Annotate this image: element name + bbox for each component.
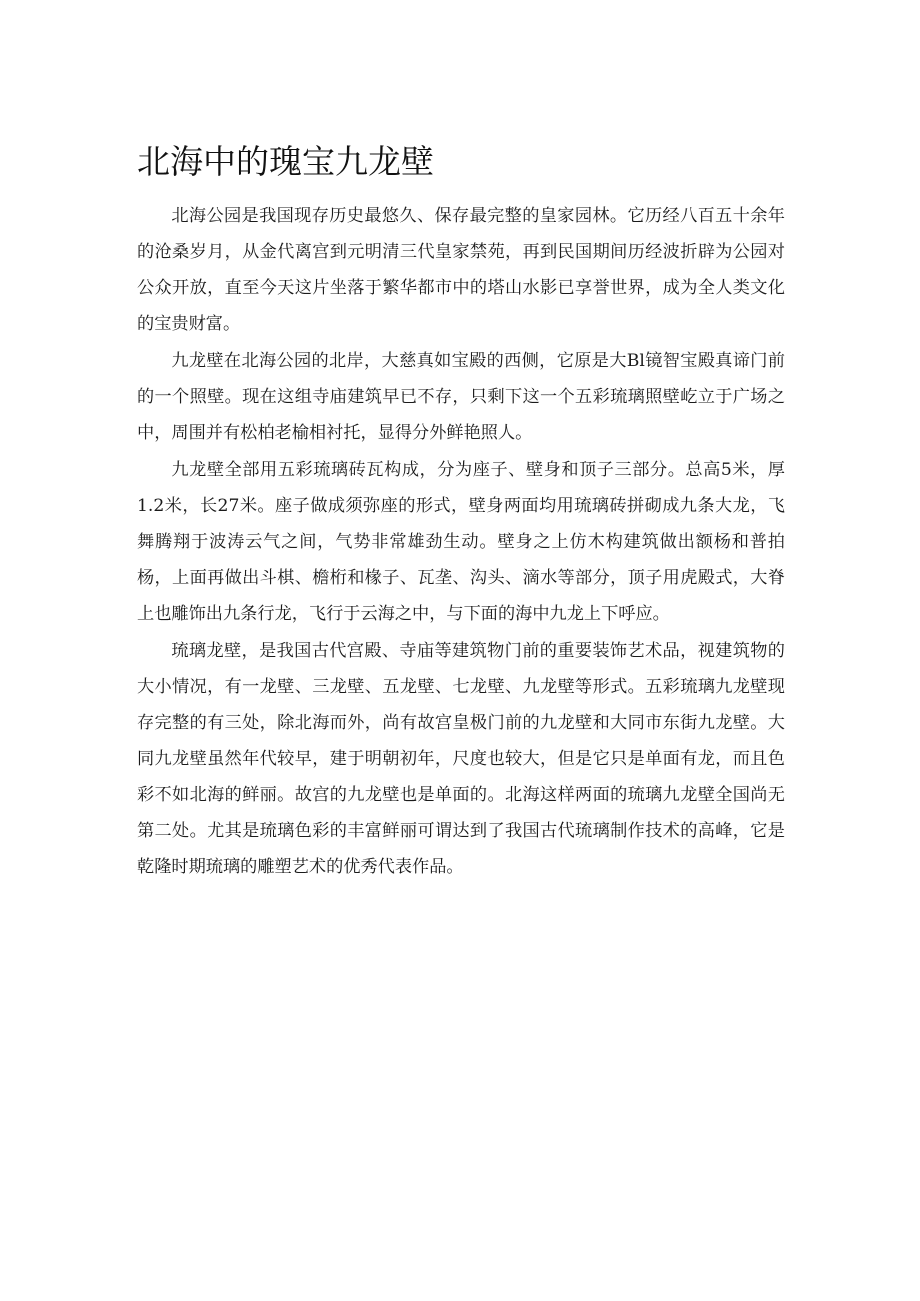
document-body bbox=[137, 198, 785, 886]
paragraph-intro: 北海公园是我国现存历史最悠久、保存最完整的皇家园林。它历经八百五十余年的沧桑岁月，从金代离宫到元明清三代皇家禁苑，再到民国期间历经波折辟为公园对公众开放，直至今天这片坐落于繁华都市中的塔山水影已享誉世界，成为全人类文化的宝贵财富。 bbox=[137, 206, 785, 334]
paragraph-structure: 九龙壁全部用五彩琉璃砖瓦构成，分为座子、壁身和顶子三部分。总高5米，厚1.2米，长27米。座子做成须弥座的形式，壁身两面均用琉璃砖拼砌成九条大龙，飞舞腾翔于波涛云气之间，气势非常雄劲生动。壁身之上仿木构建筑做出额杨和普拍杨，上面再做出斗棋、檐桁和椽子、瓦垄、沟头、滴水等部分，顶子用虎殿式，大脊上也雕饰出九条行龙，飞行于云海之中，与下面的海中九龙上下呼应。 bbox=[137, 460, 785, 624]
paragraph-location: 九龙壁在北海公园的北岸，大慈真如宝殿的西侧，它原是大Bl镜智宝殿真谛门前的一个照壁。现在这组寺庙建筑早已不存，只剩下这一个五彩琉璃照壁屹立于广场之中，周围并有松柏老榆相衬托，显得分外鲜艳照人。 bbox=[137, 351, 785, 443]
document-title: 北海中的瑰宝九龙壁 bbox=[137, 142, 434, 181]
paragraph-comparison: 琉璃龙壁，是我国古代宫殿、寺庙等建筑物门前的重要装饰艺术品，视建筑物的大小情况，有一龙壁、三龙壁、五龙壁、七龙壁、九龙壁等形式。五彩琉璃九龙壁现存完整的有三处，除北海而外，尚有故宫皇极门前的九龙壁和大同市东街九龙壁。大同九龙壁虽然年代较早，建于明朝初年，尺度也较大，但是它只是单面有龙，而且色彩不如北海的鲜丽。故宫的九龙壁也是单面的。北海这样两面的琉璃九龙壁全国尚无第二处。尤其是琉璃色彩的丰富鲜丽可谓达到了我国古代琉璃制作技术的高峰，它是乾隆时期琉璃的雕塑艺术的优秀代表作品。 bbox=[137, 641, 785, 877]
